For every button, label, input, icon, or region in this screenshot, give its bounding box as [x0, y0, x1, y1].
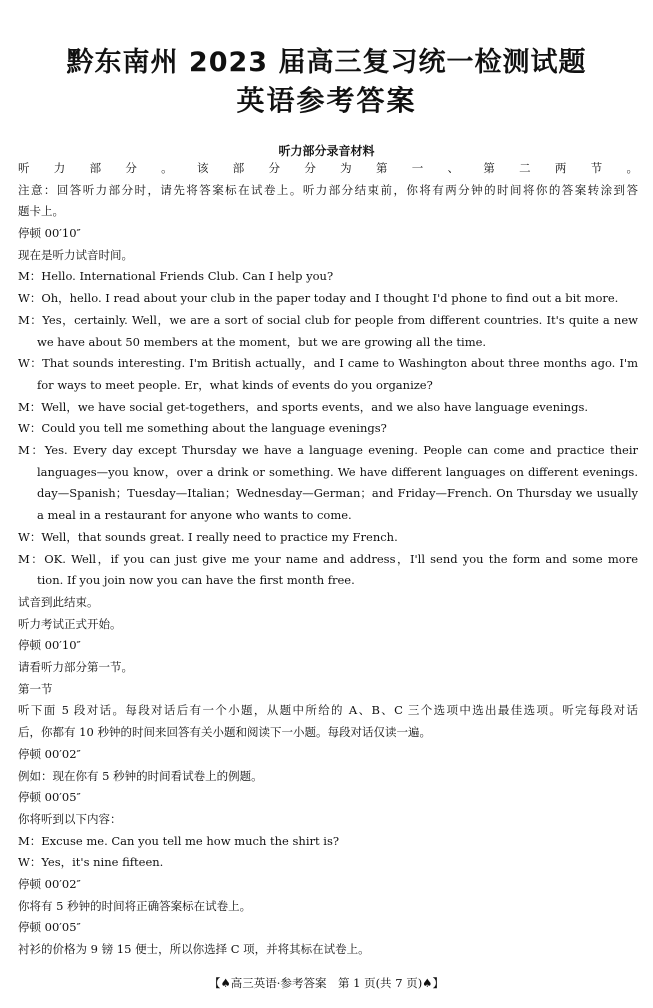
text-line: W：Yes，it's nine fifteen. [18, 855, 164, 870]
text-line: 注意：回答听力部分时，请先将答案标在试卷上。听力部分结束前，你将有两分钟的时间将你的答案转涂到答 [18, 182, 638, 197]
text-line: 停顿 00′02″ [18, 746, 81, 761]
text-line: 试音到此结束。 [18, 594, 99, 609]
text-line: 你将听到以下内容： [18, 811, 122, 826]
text-line: 听下面 5 段对话。每段对话后有一个小题，从题中所给的 A、B、C 三个选项中选出最佳选项。听完每段对话 [18, 703, 638, 718]
text-line: day—Spanish；Tuesday—Italian；Wednesday—German；and Friday—French. On Thursday we usually [37, 486, 638, 501]
document-subtitle: 英语参考答案 [236, 84, 417, 117]
text-line: 停顿 00′10″ [18, 226, 81, 241]
text-line: W：Well，that sounds great. I really need to practice my French. [18, 529, 398, 544]
text-line: a meal in a restaurant for anyone who wants to come. [37, 508, 352, 523]
text-line: languages—you know，over a drink or something. We have different languages on different evenings. [37, 464, 638, 479]
text-line: W：Oh，hello. I read about your club in the paper today and I thought I'd phone to find out a bit more. [18, 291, 619, 306]
text-line: 题卡上。 [18, 204, 64, 219]
text-line: M：Yes. Every day except Thursday we have a language evening. People can come and practice their [18, 443, 638, 458]
text-line: 现在是听力试音时间。 [18, 247, 133, 262]
text-line: W：That sounds interesting. I'm British actually，and I came to Washington about three months ago. I'm [18, 356, 638, 371]
text-line: 后，你都有 10 秒钟的时间来回答有关小题和阅读下一小题。每段对话仅读一遍。 [18, 725, 431, 740]
text-line: M：Excuse me. Can you tell me how much the shirt is? [18, 833, 340, 848]
text-line: M：Well，we have social get-togethers，and sports events，and we also have language evenings. [18, 399, 589, 414]
transcript-body [18, 158, 638, 961]
text-line: M：OK. Well，if you can just give me your name and address，I'll send you the form and some more [18, 551, 638, 566]
text-line: 你将有 5 秒钟的时间将正确答案标在试卷上。 [18, 898, 252, 913]
section-title: 听力部分录音材料 [278, 144, 375, 158]
text-line: 请看听力部分第一节。 [18, 660, 133, 675]
text-line: 例如：现在你有 5 秒钟的时间看试卷上的例题。 [18, 768, 263, 783]
text-line: 第一节 [18, 681, 53, 696]
text-line: 衬衫的价格为 9 镑 15 便士，所以你选择 C 项，并将其标在试卷上。 [18, 942, 370, 957]
text-line: tion. If you join now you can have the first month free. [37, 573, 355, 588]
text-line: 停顿 00′05″ [18, 920, 81, 935]
text-line: W：Could you tell me something about the language evenings? [18, 421, 387, 436]
text-line: 听力部分。该部分分为第一、第二两节。 [18, 161, 638, 175]
text-line: 听力考试正式开始。 [18, 616, 122, 631]
page-footer: 【♠高三英语·参考答案 第 1 页(共 7 页)♠】 [208, 976, 444, 990]
text-line: 停顿 00′05″ [18, 790, 81, 805]
text-line: M：Hello. International Friends Club. Can I help you? [18, 269, 334, 284]
text-line: M：Yes，certainly. Well，we are a sort of social club for people from different countries. It's quite a new [18, 312, 638, 327]
text-line: 停顿 00′10″ [18, 638, 81, 653]
text-line: 停顿 00′02″ [18, 877, 81, 892]
text-line: for ways to meet people. Er，what kinds of events do you organize? [37, 377, 433, 392]
text-line: we have about 50 members at the moment，but we are growing all the time. [37, 334, 487, 349]
document-title: 黔东南州 2023 届高三复习统一检测试题 [66, 47, 587, 78]
